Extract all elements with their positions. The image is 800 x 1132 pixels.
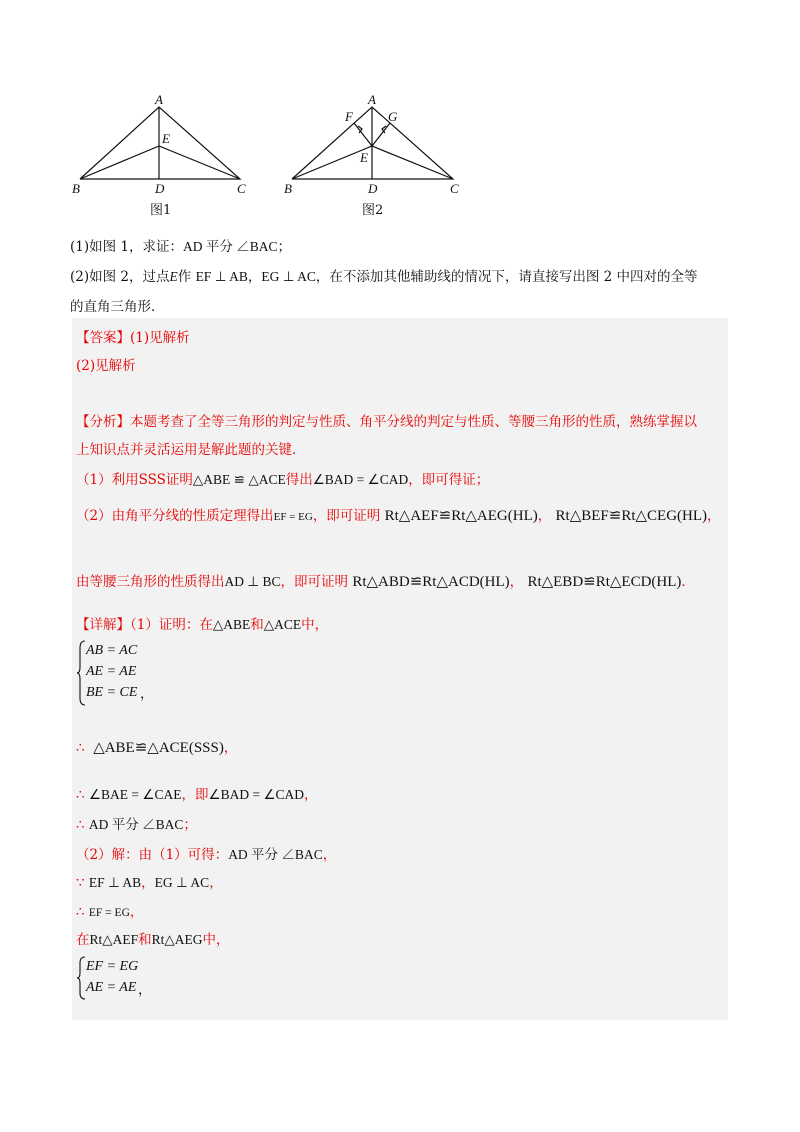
fig2-label-E: E xyxy=(360,150,368,165)
q2-perp-1: EF ⊥ AB xyxy=(195,269,248,284)
analysis-step-3 xyxy=(76,570,695,591)
equation-system-1 xyxy=(86,640,137,703)
fig2-label-B: B xyxy=(284,181,292,196)
q1-math: AD 平分 ∠BAC xyxy=(183,239,278,254)
sys2-end: ， xyxy=(138,982,152,998)
equation-system-2 xyxy=(86,956,138,998)
s1-b: 证明 xyxy=(165,472,193,488)
system-brace-2 xyxy=(76,956,86,1000)
l6-math-2: EG ⊥ AC xyxy=(154,875,210,890)
l7-math: EF = EG xyxy=(88,907,130,919)
s3-sep: ， xyxy=(509,574,524,590)
l8-a: 在 xyxy=(76,932,90,948)
l7-end: ， xyxy=(129,904,144,920)
s1-c: 得出 xyxy=(285,472,313,488)
fig1-caption: 图1 xyxy=(150,203,172,218)
s3-math-3: Rt△EBD≌Rt△ECD(HL) xyxy=(527,574,682,590)
q2-prefix: (2)如图 2，过点 xyxy=(70,269,170,285)
sys1-eq-1: AB = AC xyxy=(86,643,138,658)
q2-mid: 作 xyxy=(177,269,192,285)
l3-end: ， xyxy=(304,787,318,803)
figures xyxy=(70,92,490,222)
therefore-symbol: ∴ xyxy=(76,904,85,920)
l5-math: AD 平分 ∠BAC xyxy=(228,847,323,862)
detail-line-4 xyxy=(76,813,197,833)
analysis-text-1: 本题考查了全等三角形的判定与性质、角平分线的判定与性质、等腰三角形的性质，熟练掌握以 xyxy=(130,414,697,430)
fig1-inner-lines xyxy=(80,146,240,179)
detail-line-8 xyxy=(76,928,230,948)
question-part-1 xyxy=(70,232,730,262)
fig2-label-G: G xyxy=(388,109,398,124)
answer-part-2: (2)见解析 xyxy=(76,358,136,374)
geometry-figures xyxy=(70,92,490,222)
l4-math: AD 平分 ∠BAC xyxy=(88,817,184,832)
detail-line-6 xyxy=(76,871,223,891)
detail-label: 【详解】 xyxy=(76,617,130,633)
l8-math-2: Rt△AEG xyxy=(151,932,203,947)
l5-end: ， xyxy=(322,847,337,863)
analysis-step-2 xyxy=(76,504,721,525)
fig2-label-D: D xyxy=(368,181,378,196)
s3-b: ，即可证明 xyxy=(280,574,349,590)
fig1-label-C: C xyxy=(237,181,246,196)
fig1-label-A: A xyxy=(155,92,163,107)
sys2-eq-1: EF = EG xyxy=(86,959,139,974)
therefore-symbol: ∴ xyxy=(76,787,85,803)
s2-end: ， xyxy=(707,508,721,524)
q1-prefix: (1)如图 1，求证： xyxy=(70,239,184,255)
l6-end: ， xyxy=(209,875,223,891)
fig2-label-F: F xyxy=(345,109,353,124)
s2-a: （2）由角平分线的性质定理得出 xyxy=(76,508,274,524)
answer-part-1: (1)见解析 xyxy=(130,330,190,346)
sys1-eq-2: AE = AE xyxy=(86,664,137,679)
s2-math-2: Rt△AEF≌Rt△AEG(HL) xyxy=(384,508,538,524)
s3-math-2: Rt△ABD≌Rt△ACD(HL) xyxy=(352,574,510,590)
s3-math-1: AD ⊥ BC xyxy=(224,574,281,589)
detail-line-2 xyxy=(76,736,237,757)
therefore-symbol: ∴ xyxy=(76,817,85,833)
fig1-label-E: E xyxy=(162,131,170,146)
detail-line-5 xyxy=(76,843,336,863)
s2-b: ，即可证明 xyxy=(312,508,381,524)
therefore-symbol: ∴ xyxy=(76,740,85,756)
l8-b: 中， xyxy=(202,932,230,948)
fig1-label-D: D xyxy=(155,181,165,196)
sys2-eq-2: AE = AE xyxy=(86,980,137,995)
l2-math: △ABE≌△ACE(SSS) xyxy=(93,740,224,756)
l3-a: ，即 xyxy=(181,787,209,803)
q2-rest: ，在不添加其他辅助线的情况下，请直接写出图 2 中四对的全等 xyxy=(315,269,698,285)
l5-a: （2）解：由（1）可得： xyxy=(76,847,229,863)
s2-math-3: Rt△BEF≌Rt△CEG(HL) xyxy=(555,508,708,524)
l2-end: ， xyxy=(223,740,238,756)
detail-line-7 xyxy=(76,900,143,920)
p1-math-2: △ACE xyxy=(263,617,302,632)
l3-math-2: ∠BAD = ∠CAD xyxy=(208,787,305,802)
s1-d: ，即可得证； xyxy=(408,472,490,488)
analysis-line-1 xyxy=(76,410,697,430)
fig2-label-C: C xyxy=(450,181,459,196)
p1-and: 和 xyxy=(250,617,264,633)
p1-a: （1）证明：在 xyxy=(130,617,213,633)
p1-b: 中， xyxy=(301,617,329,633)
l6-math-1: EF ⊥ AB xyxy=(88,875,142,890)
q2-comma: ， xyxy=(247,269,262,285)
sys1-eq-3: BE = CE xyxy=(86,685,138,700)
q2-perp-2: EG ⊥ AC xyxy=(261,269,316,284)
l8-math-1: Rt△AEF xyxy=(89,932,139,947)
fig2-EF xyxy=(354,123,372,146)
detail-line-1 xyxy=(76,613,328,633)
answer-line-1 xyxy=(76,326,190,346)
q1-end: ； xyxy=(277,239,292,255)
s3-end: ． xyxy=(681,574,695,590)
s1-sss: SSS xyxy=(138,472,166,488)
fig1-label-B: B xyxy=(72,181,80,196)
question-part-2-line-2: 的直角三角形． xyxy=(70,299,165,315)
l4-end: ； xyxy=(183,817,197,833)
p1-math-1: △ABE xyxy=(212,617,251,632)
q2-point-e: E xyxy=(169,269,178,284)
s2-sep: ， xyxy=(537,508,552,524)
sys1-end: ， xyxy=(140,686,154,702)
fig1-triangle xyxy=(80,107,240,179)
because-symbol: ∵ xyxy=(76,875,85,891)
question xyxy=(70,232,730,322)
l3-math-1: ∠BAE = ∠CAE xyxy=(88,787,182,802)
l8-and: 和 xyxy=(138,932,152,948)
s1-math-2: ∠BAD = ∠CAD xyxy=(312,472,409,487)
answer-label: 【答案】 xyxy=(76,330,130,346)
system-brace-1 xyxy=(76,640,86,706)
s1-a: （1）利用 xyxy=(76,472,139,488)
analysis-label: 【分析】 xyxy=(76,414,130,430)
analysis-line-2: 上知识点并灵活运用是解此题的关键． xyxy=(76,442,306,458)
s2-math-1: EF = EG xyxy=(273,511,313,523)
fig2-label-A: A xyxy=(368,92,376,107)
analysis-step-1 xyxy=(76,468,489,488)
question-part-2 xyxy=(70,262,730,292)
s1-math-1: △ABE ≌ △ACE xyxy=(192,472,286,487)
solution-panel xyxy=(72,318,728,1020)
l6-a: ， xyxy=(141,875,155,891)
fig2-caption: 图2 xyxy=(362,203,384,218)
fig2-EG xyxy=(372,123,390,146)
s3-a: 由等腰三角形的性质得出 xyxy=(76,574,225,590)
detail-line-3 xyxy=(76,783,318,803)
